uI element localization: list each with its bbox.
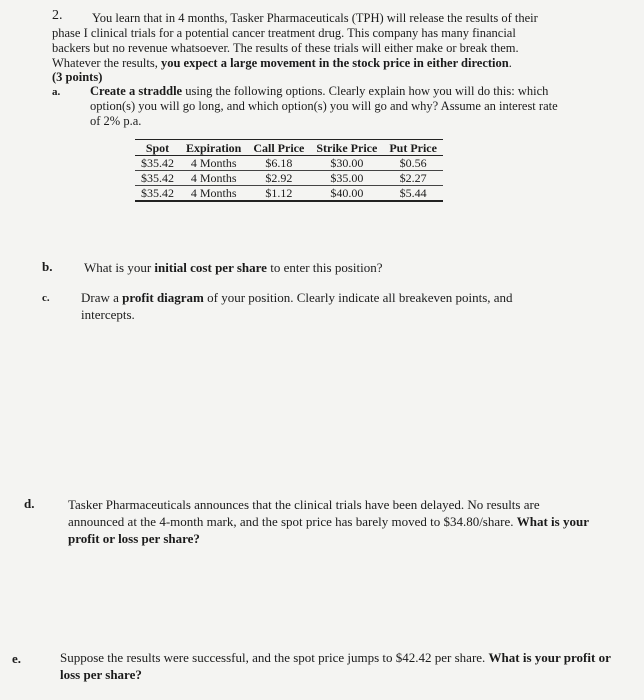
table-cell: 4 Months <box>180 186 247 202</box>
table-cell: $2.92 <box>247 171 310 186</box>
options-table <box>135 139 443 202</box>
intro-end: . <box>508 56 512 70</box>
intro-text: You learn that in 4 months, Tasker Pharmaceuticals (TPH) will release the results of their phase I clinical trials for a potential cancer treatment drug. This company has many financial backers but no revenue whatsoever. The results of these trials will either make or break them. Whatever the results, <box>52 11 538 70</box>
table-row <box>135 186 443 202</box>
table-cell: $35.42 <box>135 186 180 202</box>
part-e-bold: What is your profit or loss per share? <box>60 650 611 682</box>
table-cell: $30.00 <box>310 156 383 171</box>
part-e-text <box>60 649 620 683</box>
part-a-body: using the following options. Clearly explain how you will do this: which option(s) you will go long, and which option(s) you will go and why? Assume an interest rate of 2% p.a. <box>90 84 558 128</box>
part-d-body: Tasker Pharmaceuticals announces that the clinical trials have been delayed. No results are announced at the 4-month mark, and the spot price has barely moved to $34.80/share. <box>68 497 540 529</box>
table-cell: $0.56 <box>383 156 443 171</box>
question-intro <box>52 11 557 71</box>
part-c-post: of your position. Clearly indicate all breakeven points, and intercepts. <box>81 290 513 322</box>
table-cell: $40.00 <box>310 186 383 202</box>
table-row <box>135 156 443 171</box>
part-c-text <box>81 289 561 323</box>
table-header-row <box>135 140 443 156</box>
table-cell: $2.27 <box>383 171 443 186</box>
table-cell: $6.18 <box>247 156 310 171</box>
part-a-label: a. <box>52 86 61 98</box>
table-cell: $1.12 <box>247 186 310 202</box>
part-d-label: d. <box>24 496 35 511</box>
col-header: Expiration <box>180 140 247 156</box>
table-row <box>135 171 443 186</box>
part-b-pre: What is your <box>84 260 152 275</box>
table-cell: $35.42 <box>135 156 180 171</box>
part-c-label: c. <box>42 292 50 304</box>
part-c-bold: profit diagram <box>122 290 204 305</box>
part-c-pre: Draw a <box>81 290 119 305</box>
intro-bold: you expect a large movement in the stock price in either direction <box>160 56 509 70</box>
table-cell: 4 Months <box>180 156 247 171</box>
col-header: Put Price <box>383 140 443 156</box>
part-e-label: e. <box>12 651 22 666</box>
part-b-text <box>84 259 564 276</box>
part-b-bold: initial cost per share <box>154 260 267 275</box>
table-cell: $35.00 <box>310 171 383 186</box>
col-header: Spot <box>135 140 180 156</box>
part-b-post: to enter this position? <box>270 260 383 275</box>
col-header: Strike Price <box>310 140 383 156</box>
col-header: Call Price <box>247 140 310 156</box>
part-d-bold: What is your profit or loss per share? <box>68 514 589 546</box>
part-a-text <box>90 84 560 129</box>
part-b-label: b. <box>42 259 53 274</box>
table-cell: $35.42 <box>135 171 180 186</box>
table-cell: $5.44 <box>383 186 443 202</box>
part-a-bold: Create a straddle <box>90 84 183 98</box>
part-d-text <box>68 496 598 547</box>
question-number: 2. <box>52 8 63 23</box>
question-points: (3 points) <box>52 70 103 84</box>
part-e-body: Suppose the results were successful, and the spot price jumps to $42.42 per share. <box>60 650 486 665</box>
table-cell: 4 Months <box>180 171 247 186</box>
